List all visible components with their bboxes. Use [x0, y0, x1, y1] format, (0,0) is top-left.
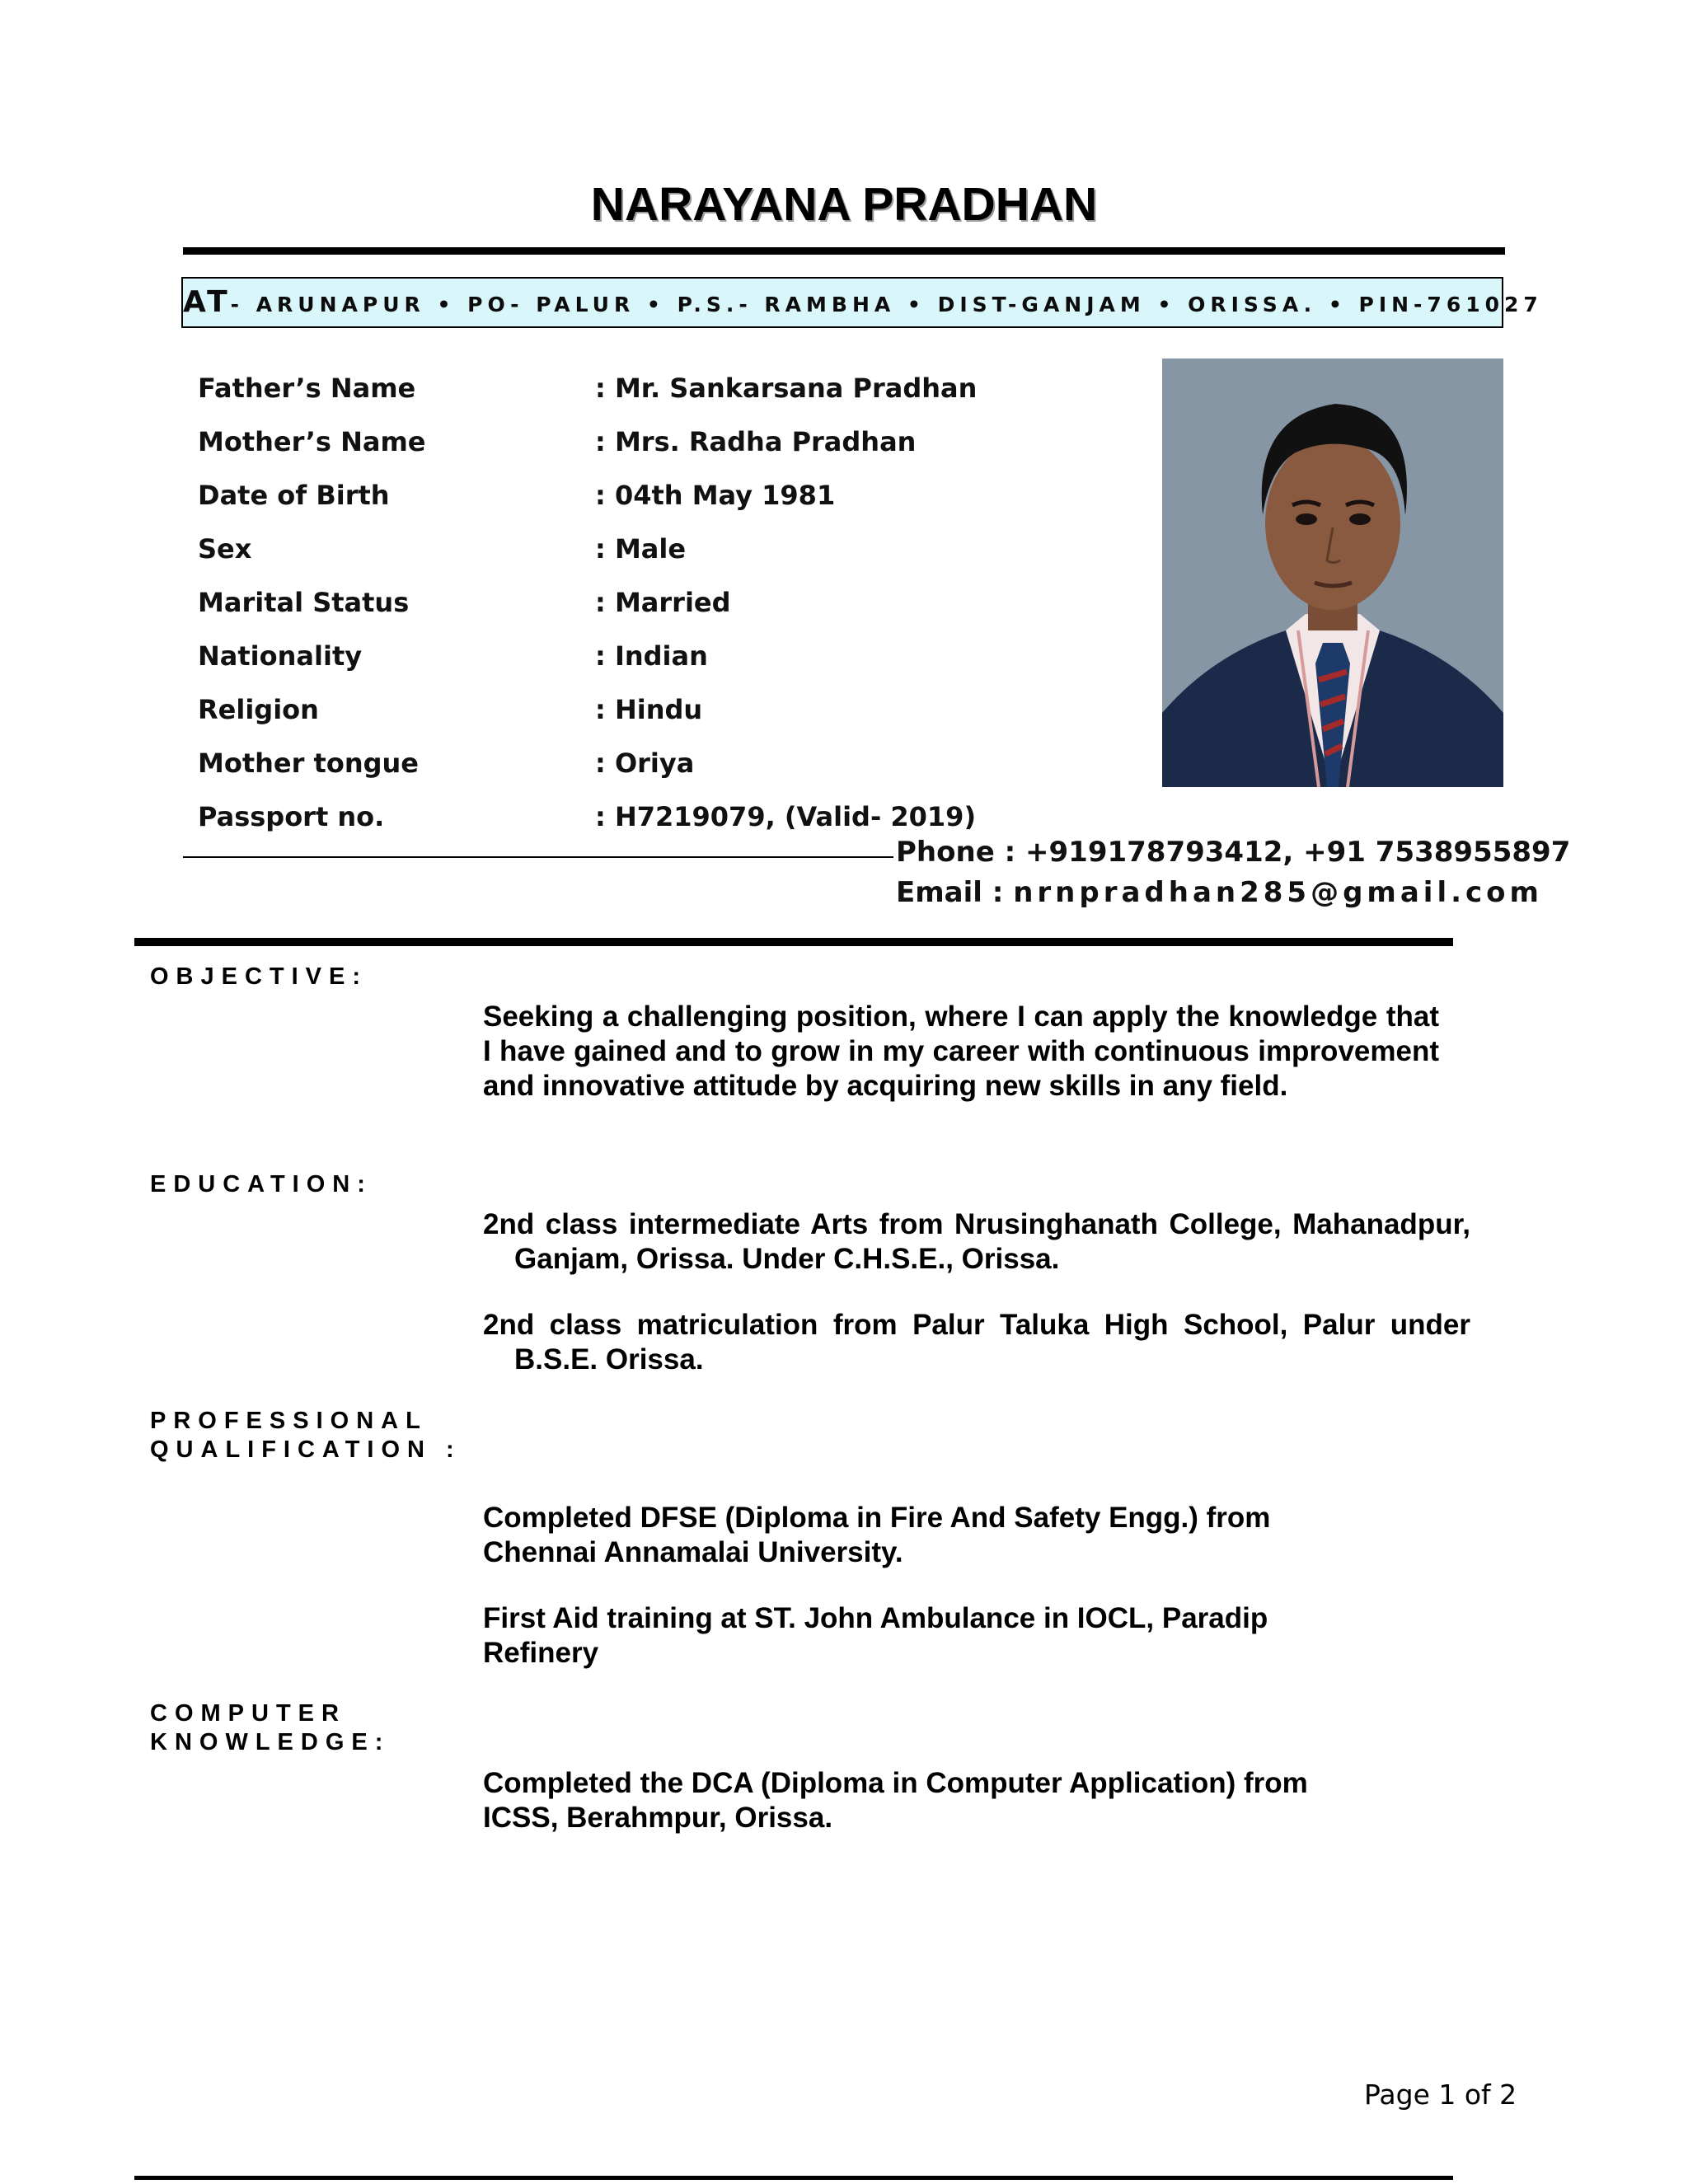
passport-label: Passport no.	[198, 801, 385, 832]
mother-name-label: Mother’s Name	[198, 426, 426, 457]
education-heading: EDUCATION:	[150, 1171, 373, 1197]
candidate-name: NARAYANA PRADHAN	[590, 178, 1098, 231]
profile-photo	[1162, 359, 1503, 787]
religion-value: : Hindu	[595, 694, 703, 725]
address-box	[181, 277, 1543, 328]
computer-text: Completed the DCA (Diploma in Computer Application) from ICSS, Berahmpur, Orissa.	[483, 1767, 1308, 1834]
details-divider	[183, 856, 893, 858]
address-text: - ARUNAPUR • PO- PALUR • P.S.- RAMBHA • DIST-GANJAM • ORISSA. • PIN-761027	[230, 293, 1543, 316]
section-divider	[134, 938, 1453, 946]
mother-tongue-label: Mother tongue	[198, 748, 419, 779]
footer-divider	[134, 2176, 1453, 2180]
sex-label: Sex	[198, 533, 252, 565]
passport-value: : H7219079, (Valid- 2019)	[595, 801, 977, 832]
header-divider	[183, 247, 1505, 255]
email-address[interactable]: nrnpradhan285@gmail.com	[1013, 876, 1543, 909]
mother-name-value: : Mrs. Radha Pradhan	[595, 426, 917, 457]
nationality-value: : Indian	[595, 640, 708, 672]
marital-status-label: Marital Status	[198, 587, 410, 618]
nationality-label: Nationality	[198, 640, 363, 672]
objective-heading: OBJECTIVE:	[150, 963, 368, 990]
father-name-value: : Mr. Sankarsana Pradhan	[595, 373, 978, 404]
marital-status-value: : Married	[595, 587, 731, 618]
education-item-2: 2nd class matriculation from Palur Taluka High School, Palur under B.S.E. Orissa.	[483, 1309, 1470, 1376]
email-label: Email :	[896, 876, 1014, 909]
mother-tongue-value: : Oriya	[595, 748, 695, 779]
computer-heading-line1: COMPUTER	[150, 1700, 346, 1727]
professional-item-2: First Aid training at ST. John Ambulance in IOCL, Paradip Refinery	[483, 1602, 1268, 1669]
professional-item-1: Completed DFSE (Diploma in Fire And Safety Engg.) from Chennai Annamalai University.	[483, 1502, 1271, 1568]
address-prefix: AT	[183, 285, 231, 319]
computer-heading-line2: KNOWLEDGE:	[150, 1729, 391, 1755]
dob-value: : 04th May 1981	[595, 480, 836, 511]
email-line	[896, 876, 1543, 909]
education-item-1: 2nd class intermediate Arts from Nrusinghanath College, Mahanadpur, Ganjam, Orissa. Under C.H.S.E., Orissa.	[483, 1208, 1470, 1275]
person-photo-icon	[1162, 359, 1503, 787]
sex-value: : Male	[595, 533, 687, 565]
professional-heading-line1: PROFESSIONAL	[150, 1408, 428, 1434]
page-number: Page 1 of 2	[1364, 2079, 1517, 2111]
dob-label: Date of Birth	[198, 480, 390, 511]
phone-line: Phone : +919178793412, +91 7538955897	[896, 836, 1571, 869]
religion-label: Religion	[198, 694, 319, 725]
father-name-label: Father’s Name	[198, 373, 416, 404]
objective-text: Seeking a challenging position, where I can apply the knowledge that I have gained and to grow in my career with continuous improvement and innovative attitude by acquiring new skills in any field.	[483, 1001, 1439, 1102]
professional-heading-line2: QUALIFICATION :	[150, 1436, 462, 1463]
